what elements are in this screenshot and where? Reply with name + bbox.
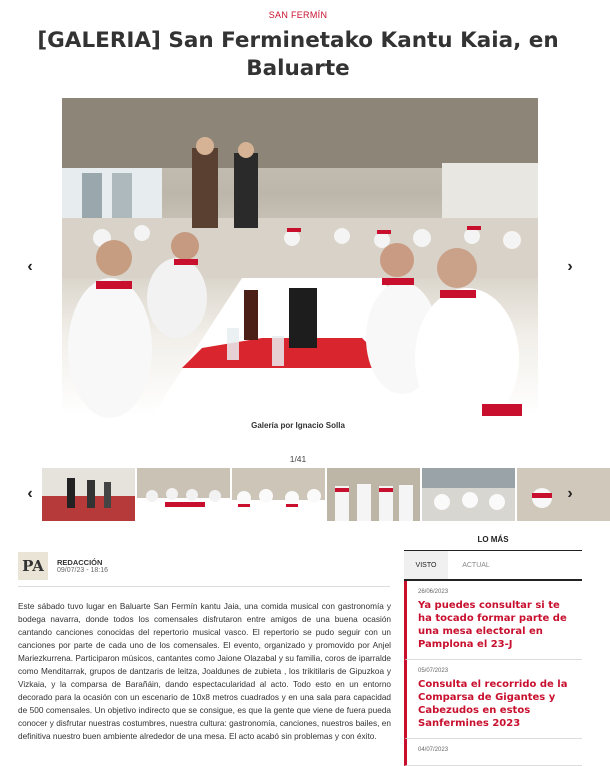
item-title-link[interactable]: Ya puedes consultar si te ha tocado formar parte de una mesa electoral en Pamplona el 23-J [418, 600, 567, 650]
gallery-main-photo[interactable] [62, 98, 538, 416]
thumbnail-strip [42, 468, 558, 521]
publish-date: 09/07/23 - 18:16 [57, 567, 108, 574]
most-read-sidebar [404, 530, 582, 766]
gallery-counter: 1/41 [289, 454, 307, 464]
author-avatar: PA [18, 552, 48, 580]
most-read-item[interactable] [404, 660, 582, 739]
author-name[interactable]: REDACCIÓN [57, 558, 103, 567]
gallery-thumbnail[interactable] [232, 468, 325, 521]
item-title-link[interactable]: Consulta el recorrido de la Comparsa de Gigantes y Cabezudos en estos Sanfermines 2023 [418, 679, 568, 729]
gallery-prev-button[interactable] [22, 259, 38, 275]
item-date: 26/06/2023 [418, 589, 449, 595]
divider [18, 586, 390, 587]
most-read-item[interactable] [404, 581, 582, 660]
chevron-right-icon: › [567, 258, 573, 275]
thumbs-prev-button[interactable] [22, 486, 38, 502]
tab-actual[interactable]: ACTUAL [462, 561, 490, 569]
chevron-left-icon: ‹ [27, 258, 33, 275]
article-body: Este sábado tuvo lugar en Baluarte San Fermín kantu Jaia, una comida musical con gastronomía y bodega navarra, donde todos los comensales disfrutaron entre amigos de una buena ocasión cantando canciones conocidas del repertorio musical vasco. El repertorio se pudo seguir con un canciones por parte de cada uno de los comensales. El evento, organizado y promovido por Anjel Mariezkurrena. Participaron músicos, cantantes como Jaione Olazabal y su familia, coros de iparralde como Menditarrak, grupos de dantzaris de leitza, Joaldunes de zubieta , los trikitilaris de Gipuzkoa y Vizkaia, y la comparsa de Barañáin, dando espectacularidad al acto. Todo esto en un entorno decorado para la ocasión con un escenario de 10x8 metros cuadrados y en una sala para capacidad de 500 comensales. Un objetivo indirecto que se consigue, es que la gente que viene de fuera pueda conocer y disfrutar nuestras costumbres, nuestra cultura: gastronomía, canciones, nuestros bailes, en definitiva nuestro buen ambiente alrededor de una mesa. El acto acabó sin problemas y con éxito. [18, 602, 391, 741]
section-tag[interactable]: SAN FERMÍN [268, 10, 328, 20]
thumbs-next-button[interactable] [562, 486, 578, 502]
page-title: [GALERIA] San Ferminetako Kantu Kaia, en Baluarte [37, 28, 559, 81]
sidebar-tabs [404, 551, 582, 579]
photo-illustration [62, 98, 538, 416]
gallery-thumbnail[interactable] [137, 468, 230, 521]
gallery-next-button[interactable] [562, 259, 578, 275]
chevron-right-icon: › [567, 485, 573, 502]
most-read-item[interactable] [404, 739, 582, 766]
item-date: 04/07/2023 [418, 747, 449, 753]
tab-visto[interactable]: VISTO [404, 551, 448, 579]
item-date: 05/07/2023 [418, 668, 449, 674]
chevron-left-icon: ‹ [27, 485, 33, 502]
sidebar-heading: LO MÁS [477, 535, 509, 544]
gallery-thumbnail[interactable] [422, 468, 515, 521]
gallery-thumbnail[interactable] [42, 468, 135, 521]
gallery-thumbnail[interactable] [327, 468, 420, 521]
gallery-caption: Galería por Ignacio Solla [251, 421, 345, 430]
